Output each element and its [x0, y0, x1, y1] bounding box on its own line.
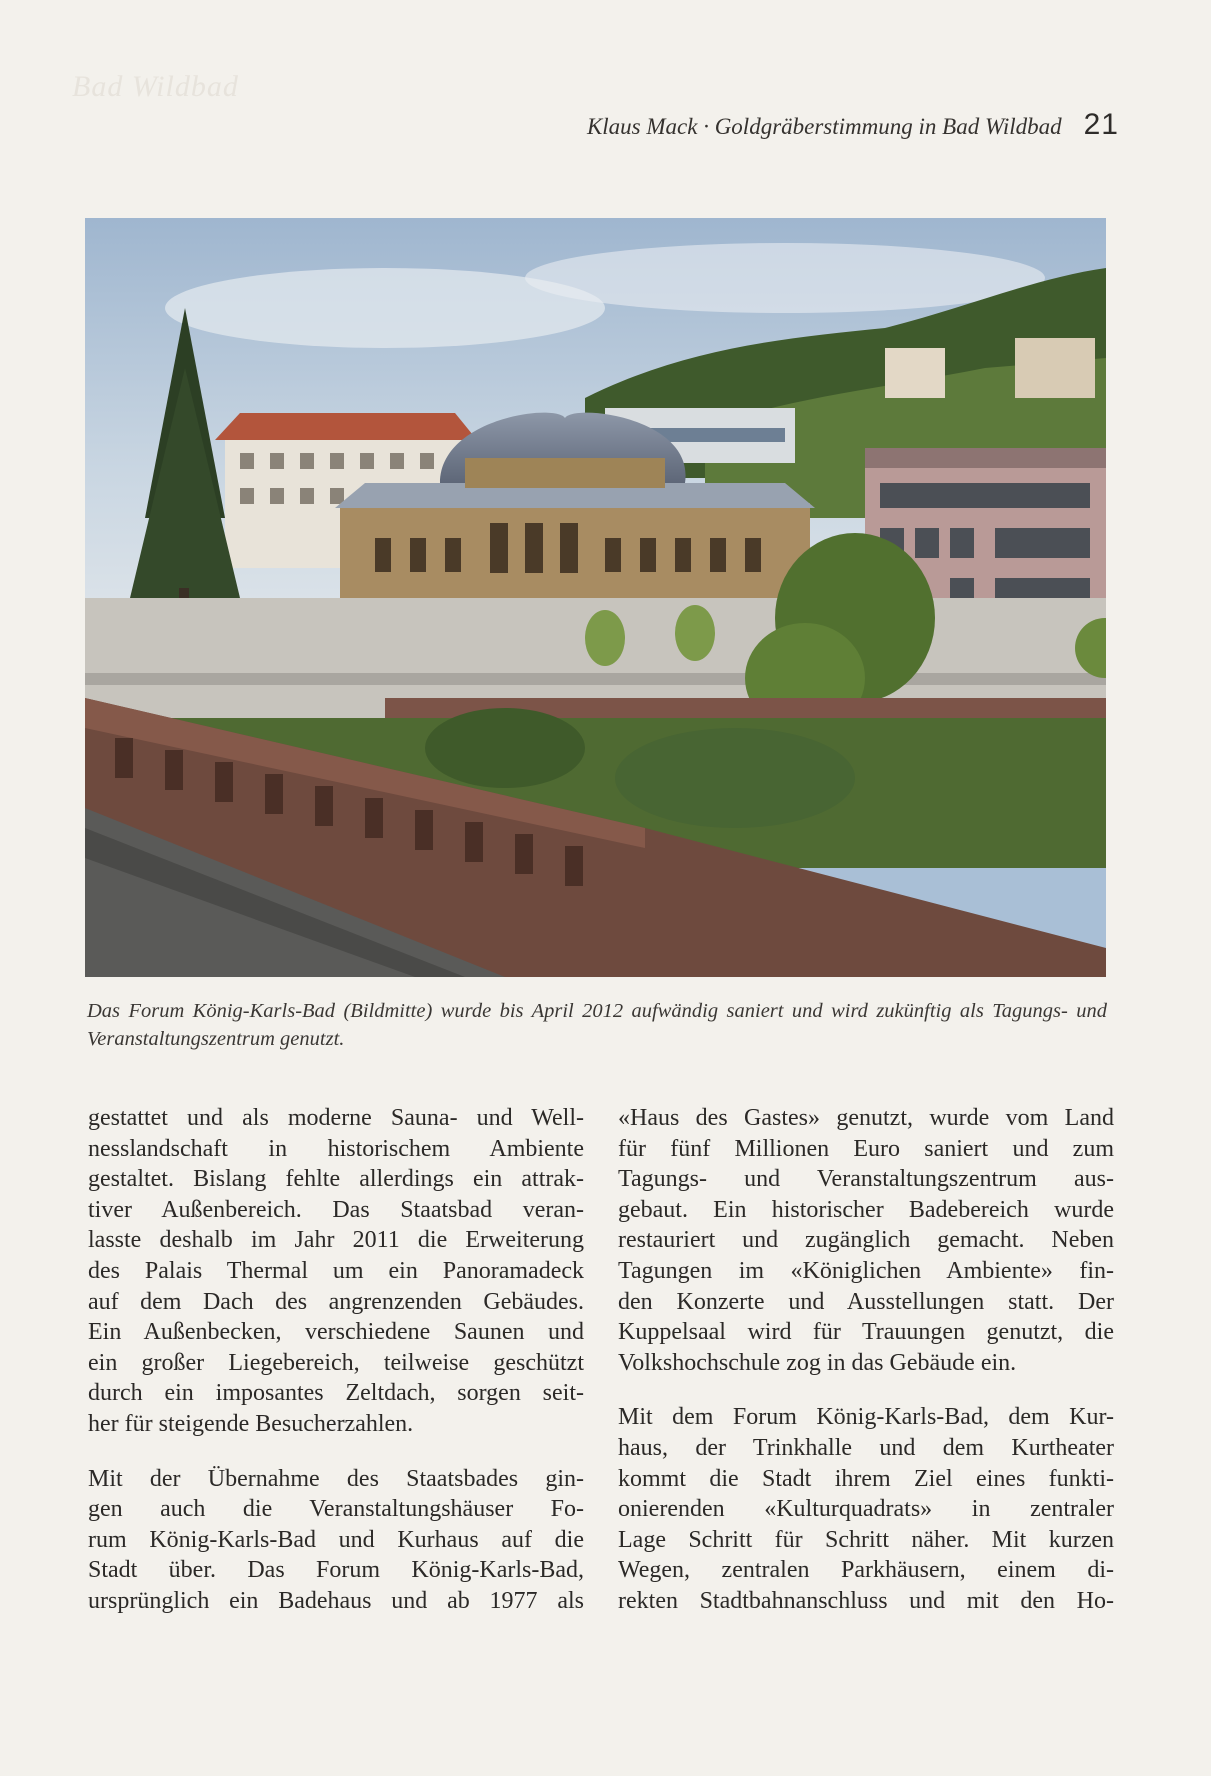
cloud	[525, 243, 1045, 313]
text-line: restauriert und zugänglich gemacht. Neben	[618, 1227, 1114, 1254]
text-line: haus, der Trinkhalle und dem Kurtheater	[618, 1434, 1114, 1461]
text-line: her für steigende Besucherzahlen.	[88, 1410, 414, 1437]
text-line: rekten Stadtbahnanschluss und mit den Ho-	[618, 1587, 1114, 1614]
text-line: den Konzerte und Ausstellungen statt. Der	[618, 1288, 1114, 1315]
text-line: Ein Außenbecken, verschiedene Saunen und	[88, 1319, 584, 1346]
text-line: gestattet und als moderne Sauna- und Well-	[88, 1105, 584, 1131]
text-line: Volkshochschule zog in das Gebäude ein.	[618, 1349, 1017, 1376]
paragraph	[618, 1402, 1114, 1616]
paragraph	[618, 1103, 1114, 1378]
text-line: tiver Außenbereich. Das Staatsbad veran-	[88, 1196, 584, 1223]
page-number: 21	[1083, 108, 1119, 141]
tree	[675, 605, 715, 661]
text-line: Wegen, zentralen Parkhäusern, einem di-	[618, 1557, 1114, 1584]
running-header	[587, 108, 1119, 142]
text-line: des Palais Thermal um ein Panoramadeck	[88, 1257, 584, 1284]
left-column	[88, 1103, 584, 1617]
paragraph	[88, 1464, 584, 1617]
tree	[585, 610, 625, 666]
text-line: Mit dem Forum König-Karls-Bad, dem Kur-	[618, 1404, 1114, 1431]
text-line: Mit der Übernahme des Staatsbades gin-	[88, 1465, 584, 1492]
text-line: nesslandschaft in historischem Ambiente	[88, 1135, 584, 1162]
right-column	[618, 1103, 1114, 1617]
text-line: gen auch die Veranstaltungshäuser Fo-	[88, 1496, 584, 1523]
text-line: lasste deshalb im Jahr 2011 die Erweiterung	[88, 1227, 584, 1254]
hotel-roof	[215, 413, 477, 440]
faint-background-title: Bad Wildbad	[72, 70, 239, 103]
text-line: ursprünglich ein Badehaus und ab 1977 als	[88, 1587, 584, 1614]
text-line: onierenden «Kulturquadrats» in zentraler	[618, 1496, 1114, 1523]
text-line: Tagungen im «Königlichen Ambiente» fin-	[618, 1257, 1114, 1284]
text-line: ein großer Liegebereich, teilweise geschützt	[88, 1349, 584, 1376]
paragraph	[88, 1103, 584, 1440]
text-line: Kuppelsaal wird für Trauungen genutzt, die	[618, 1319, 1114, 1346]
text-line: kommt die Stadt ihrem Ziel eines funkti-	[618, 1465, 1114, 1492]
text-line: gestaltet. Bislang fehlte allerdings ein attrak-	[88, 1166, 584, 1193]
photo-forum-koenig-karls-bad	[85, 218, 1106, 977]
running-title: Klaus Mack · Goldgräberstimmung in Bad Wildbad	[586, 114, 1062, 139]
text-line: Stadt über. Das Forum König-Karls-Bad,	[88, 1557, 584, 1584]
figure-caption: Das Forum König-Karls-Bad (Bildmitte) wurde bis April 2012 aufwändig saniert und wird zukünftig als Tagungs- und Veranstaltungszentrum genutzt.	[87, 1000, 1107, 1050]
text-line: Lage Schritt für Schritt näher. Mit kurzen	[618, 1526, 1114, 1553]
text-line: auf dem Dach des angrenzenden Gebäudes.	[88, 1288, 584, 1315]
text-line: für fünf Millionen Euro saniert und zum	[618, 1135, 1114, 1162]
text-line: «Haus des Gastes» genutzt, wurde vom Land	[618, 1105, 1114, 1131]
text-line: gebaut. Ein historischer Badebereich wurde	[618, 1196, 1114, 1223]
text-line: rum König-Karls-Bad und Kurhaus auf die	[88, 1526, 584, 1553]
text-line: Tagungs- und Veranstaltungszentrum aus-	[618, 1166, 1114, 1193]
chalet	[885, 348, 945, 398]
text-line: durch ein imposantes Zeltdach, sorgen seit-	[88, 1380, 584, 1407]
chalet	[1015, 338, 1095, 398]
photo-illustration	[85, 218, 1106, 977]
